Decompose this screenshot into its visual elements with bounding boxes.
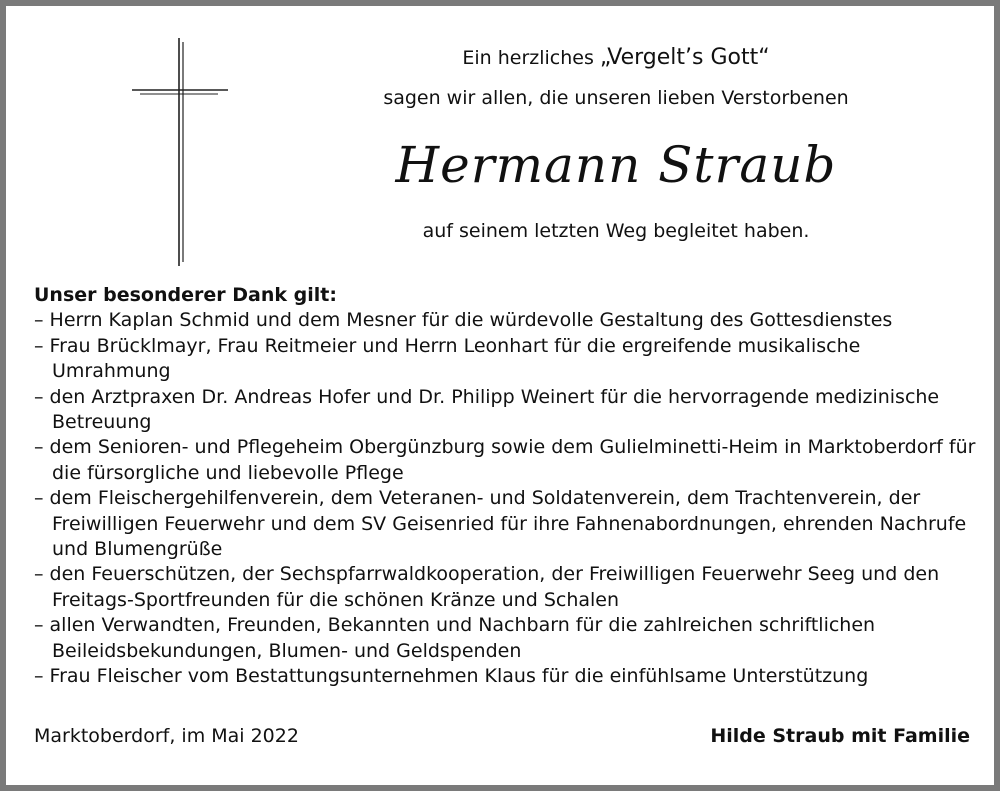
vergelts-gott-quote: „Vergelt’s Gott“ [599,45,770,70]
deceased-name: Hermann Straub [395,136,837,194]
cross-icon [132,38,228,266]
thanks-item: – Herrn Kaplan Schmid und dem Mesner für die würdevolle Gestaltung des Gottesdienstes [34,309,893,332]
thanks-item: – den Feuerschützen, der Sechspfarrwaldkooperation, der Freiwilligen Feuerwehr Seeg und den Freitags-Sportfreunden für die schönen Kränze und Schalen [34,563,940,611]
intro-line-2: sagen wir allen, die unseren lieben Verstorbenen [383,87,849,109]
thanks-item: – den Arztpraxen Dr. Andreas Hofer und Dr. Philipp Weinert für die hervorragende medizinische Betreuung [34,385,940,434]
thanks-item: – Frau Fleischer vom Bestattungsunternehmen Klaus für die einfühlsame Unterstützung [34,665,869,688]
thanks-item: – dem Fleischergehilfenverein, dem Veteranen- und Soldatenverein, dem Trachtenverein, der Freiwilligen Feuerwehr und dem SV Geisenried für ihre Fahnenabordnungen, ehrenden Nachrufe und Blumengrüße [34,487,967,561]
intro-line-1 [246,46,986,70]
place-date: Marktoberdorf, im Mai 2022 [34,725,299,747]
intro-prefix: Ein herzliches [462,47,594,69]
obituary-notice [6,6,994,785]
thanks-heading: Unser besonderer Dank gilt: [34,284,337,306]
thanks-item: – dem Senioren- und Pflegeheim Obergünzburg sowie dem Gulielminetti-Heim in Marktoberdorf für die fürsorgliche und liebevolle Pflege [34,436,976,484]
thanks-item: – Frau Brücklmayr, Frau Reitmeier und Herrn Leonhart für die ergreifende musikalische Umrahmung [34,334,861,383]
thanks-item: – allen Verwandten, Freunden, Bekannten und Nachbarn für die zahlreichen schriftlichen Beileidsbekundungen, Blumen- und Geldspenden [34,614,876,662]
intro-line-3: auf seinem letzten Weg begleitet haben. [422,220,810,242]
thanks-section [34,283,984,690]
signer: Hilde Straub mit Familie [710,725,970,747]
